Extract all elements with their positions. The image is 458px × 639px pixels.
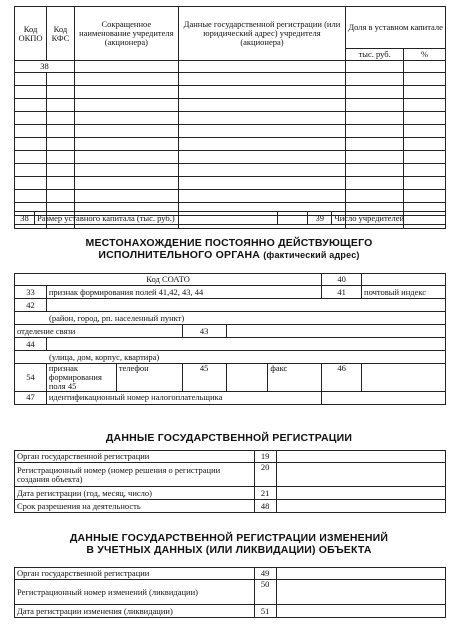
reg-cell[interactable] <box>178 125 346 138</box>
registration-table <box>14 450 446 513</box>
location-title-suffix: (фактический адрес) <box>263 250 360 261</box>
table-row <box>15 177 446 190</box>
field45-feature-label: признак формирования поля 45 <box>46 364 116 392</box>
phone-label: телефон <box>116 364 182 392</box>
table-row <box>15 164 446 177</box>
table-row <box>15 86 446 99</box>
okpo-cell[interactable] <box>15 190 47 203</box>
pct-cell[interactable] <box>404 164 446 177</box>
okpo-cell[interactable] <box>15 112 47 125</box>
row-code-38: 38 <box>15 61 75 73</box>
pct-cell[interactable] <box>404 190 446 203</box>
rub-cell[interactable] <box>346 177 404 190</box>
post-office-value[interactable] <box>226 325 445 338</box>
soato-label: Код СОАТО <box>15 274 322 286</box>
change-number-value[interactable] <box>276 580 445 605</box>
code-50-cell: 50 <box>254 580 276 605</box>
code-39-cell: 39 <box>308 212 332 225</box>
header-kfs: Код КФС <box>46 7 74 61</box>
district-value[interactable] <box>46 299 445 312</box>
code-49-cell: 49 <box>254 568 276 580</box>
table-row <box>15 125 446 138</box>
table-row <box>15 112 446 125</box>
reg-date-value[interactable] <box>276 487 445 500</box>
founder-share-rub-cell[interactable] <box>346 61 404 73</box>
code-20-cell: 20 <box>254 463 276 487</box>
rub-cell[interactable] <box>346 99 404 112</box>
reg-number-value[interactable] <box>276 463 445 487</box>
name-cell[interactable] <box>74 138 178 151</box>
code-21-cell: 21 <box>254 487 276 500</box>
name-cell[interactable] <box>74 99 178 112</box>
rub-cell[interactable] <box>346 86 404 99</box>
kfs-cell[interactable] <box>46 138 74 151</box>
code-43-cell: 43 <box>182 325 226 338</box>
reg-number-label: Регистрационный номер (номер решения о регистрации создания объекта) <box>15 463 255 487</box>
founders-count-label: Число учредителей <box>332 212 446 225</box>
table-row <box>15 151 446 164</box>
founder-name-cell[interactable] <box>74 61 178 73</box>
reg-cell[interactable] <box>178 190 346 203</box>
changes-row-50 <box>15 580 446 605</box>
rub-cell[interactable] <box>346 73 404 86</box>
okpo-cell[interactable] <box>15 86 47 99</box>
founder-reg-cell[interactable] <box>178 61 346 73</box>
feature-fields-label: признак формирования полей 41,42, 43, 44 <box>46 286 321 299</box>
header-okpo: Код ОКПО <box>15 7 47 61</box>
kfs-cell[interactable] <box>46 112 74 125</box>
okpo-cell[interactable] <box>15 99 47 112</box>
table-row <box>15 190 446 203</box>
change-date-value[interactable] <box>276 605 445 618</box>
pct-cell[interactable] <box>404 73 446 86</box>
name-cell[interactable] <box>74 164 178 177</box>
header-short-name: Сокращенное наименование учредителя (акционера) <box>74 7 178 61</box>
reg-cell[interactable] <box>178 112 346 125</box>
phone-value[interactable] <box>226 364 268 392</box>
name-cell[interactable] <box>74 112 178 125</box>
kfs-cell[interactable] <box>46 151 74 164</box>
street-value[interactable] <box>46 338 445 351</box>
registration-row-48 <box>15 500 446 513</box>
rub-cell[interactable] <box>346 112 404 125</box>
code-38-cell: 38 <box>15 212 35 225</box>
table-row <box>15 99 446 112</box>
kfs-cell[interactable] <box>46 190 74 203</box>
name-cell[interactable] <box>74 86 178 99</box>
change-authority-label: Орган государственной регистрации <box>15 568 255 580</box>
name-cell[interactable] <box>74 177 178 190</box>
reg-authority-value[interactable] <box>276 451 445 463</box>
soato-value[interactable] <box>362 274 446 286</box>
street-caption: (улица, дом, корпус, квартира) <box>15 351 446 364</box>
pct-cell[interactable] <box>404 112 446 125</box>
postal-index-label: почтовый индекс <box>362 286 446 299</box>
change-authority-value[interactable] <box>276 568 445 580</box>
reg-cell[interactable] <box>178 177 346 190</box>
reg-cell[interactable] <box>178 151 346 164</box>
table-row <box>15 138 446 151</box>
code-46-cell: 46 <box>322 364 362 392</box>
pct-cell[interactable] <box>404 177 446 190</box>
code-19-cell: 19 <box>254 451 276 463</box>
pct-cell[interactable] <box>404 125 446 138</box>
pct-cell[interactable] <box>404 86 446 99</box>
name-cell[interactable] <box>74 190 178 203</box>
pct-cell[interactable] <box>404 151 446 164</box>
reg-cell[interactable] <box>178 164 346 177</box>
capital-size-value[interactable] <box>278 212 308 225</box>
okpo-cell[interactable] <box>15 164 47 177</box>
okpo-cell[interactable] <box>15 138 47 151</box>
inn-label: идентификационный номер налогоплательщика <box>46 391 321 404</box>
permit-term-label: Срок разрешения на деятельность <box>15 500 255 513</box>
registration-row-21 <box>15 487 446 500</box>
code-48-cell: 48 <box>254 500 276 513</box>
code-40-cell: 40 <box>322 274 362 286</box>
fax-value[interactable] <box>362 364 446 392</box>
reg-cell[interactable] <box>178 86 346 99</box>
location-table <box>14 273 446 405</box>
change-date-label: Дата регистрации изменения (ликвидации) <box>15 605 255 618</box>
code-45-cell: 45 <box>182 364 226 392</box>
founders-table <box>14 6 446 229</box>
okpo-cell[interactable] <box>15 73 47 86</box>
founders-footer <box>14 211 446 225</box>
reg-date-label: Дата регистрации (год, месяц, число) <box>15 487 255 500</box>
kfs-cell[interactable] <box>46 99 74 112</box>
name-cell[interactable] <box>74 73 178 86</box>
kfs-cell[interactable] <box>46 73 74 86</box>
reg-cell[interactable] <box>178 138 346 151</box>
changes-table <box>14 567 446 618</box>
rub-cell[interactable] <box>346 164 404 177</box>
district-caption: (район, город, рп. населенный пункт) <box>15 312 446 325</box>
code-41-cell: 41 <box>322 286 362 299</box>
changes-title-line2: В УЧЕТНЫХ ДАННЫХ (ИЛИ ЛИКВИДАЦИИ) ОБЪЕКТА <box>86 544 372 557</box>
inn-value[interactable] <box>322 391 446 404</box>
changes-title-line1: ДАННЫЕ ГОСУДАРСТВЕННОЙ РЕГИСТРАЦИИ ИЗМЕНЕНИЙ <box>69 532 389 544</box>
name-cell[interactable] <box>74 151 178 164</box>
reg-authority-label: Орган государственной регистрации <box>15 451 255 463</box>
code-47-cell: 47 <box>15 391 47 404</box>
kfs-cell[interactable] <box>46 164 74 177</box>
okpo-cell[interactable] <box>15 151 47 164</box>
code-54-cell: 54 <box>15 364 47 392</box>
reg-cell[interactable] <box>178 99 346 112</box>
okpo-cell[interactable] <box>15 125 47 138</box>
code-33-cell: 33 <box>15 286 47 299</box>
changes-row-49 <box>15 568 446 580</box>
reg-cell[interactable] <box>178 73 346 86</box>
kfs-cell[interactable] <box>46 86 74 99</box>
registration-row-19 <box>15 451 446 463</box>
code-42-cell: 42 <box>15 299 47 312</box>
location-section-title <box>0 237 458 261</box>
kfs-cell[interactable] <box>46 125 74 138</box>
pct-cell[interactable] <box>404 138 446 151</box>
rub-cell[interactable] <box>346 151 404 164</box>
name-cell[interactable] <box>74 125 178 138</box>
post-office-label: отделение связи <box>15 325 183 338</box>
change-number-label: Регистрационный номер изменений (ликвидации) <box>15 580 255 605</box>
kfs-cell[interactable] <box>46 177 74 190</box>
changes-row-51 <box>15 605 446 618</box>
registration-section-title: ДАННЫЕ ГОСУДАРСТВЕННОЙ РЕГИСТРАЦИИ <box>105 432 353 444</box>
header-registration: Данные государственной регистрации (или юридический адрес) учредителя (акционера) <box>178 7 346 61</box>
code-44-cell: 44 <box>15 338 47 351</box>
founder-share-pct-cell[interactable] <box>404 61 446 73</box>
okpo-cell[interactable] <box>15 177 47 190</box>
pct-cell[interactable] <box>404 99 446 112</box>
fax-label: факс <box>268 364 322 392</box>
founders-code-row <box>15 61 446 73</box>
header-share-pct: % <box>404 49 446 61</box>
header-share-rub: тыс. руб. <box>346 49 404 61</box>
location-title-line2: ИСПОЛНИТЕЛЬНОГО ОРГАНА <box>98 249 261 262</box>
rub-cell[interactable] <box>346 125 404 138</box>
table-row <box>15 73 446 86</box>
registration-row-20 <box>15 463 446 487</box>
rub-cell[interactable] <box>346 190 404 203</box>
code-51-cell: 51 <box>254 605 276 618</box>
capital-size-label: Размер уставного капитала (тыс. руб.) <box>34 212 277 225</box>
location-title-line1: МЕСТОНАХОЖДЕНИЕ ПОСТОЯННО ДЕЙСТВУЮЩЕГО <box>85 237 373 249</box>
header-share: Доля в уставном капитале <box>346 7 446 49</box>
changes-section-title <box>0 532 458 556</box>
permit-term-value[interactable] <box>276 500 445 513</box>
rub-cell[interactable] <box>346 138 404 151</box>
